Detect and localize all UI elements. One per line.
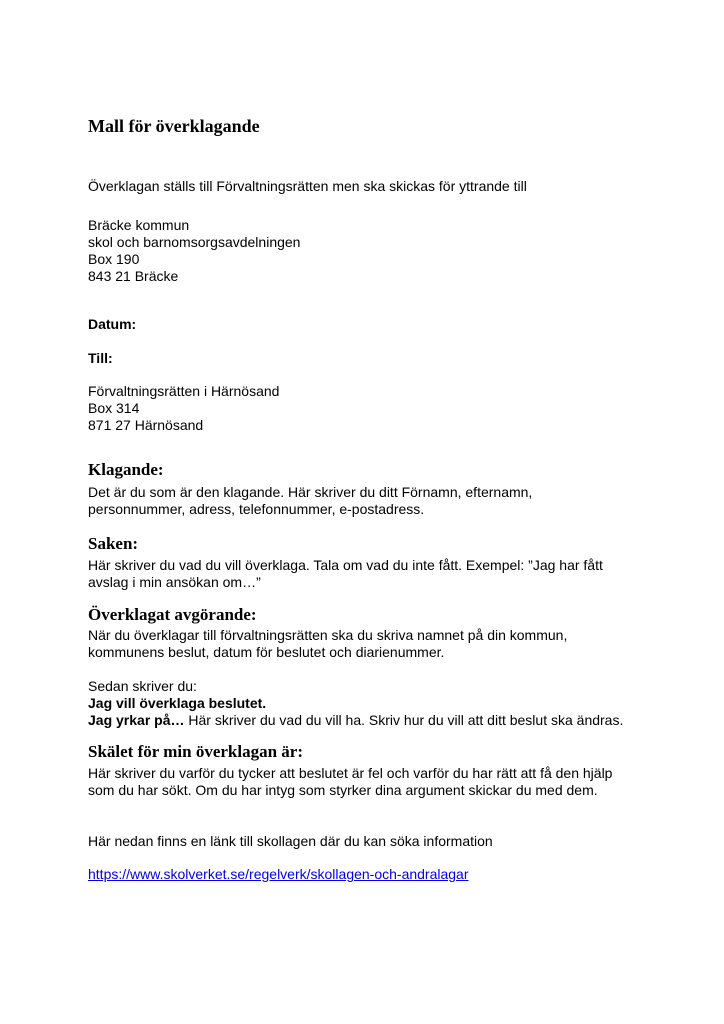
recipient-address-block: [88, 217, 678, 285]
sedan-block: [88, 678, 678, 729]
section-body-klagande: [88, 484, 678, 518]
skollagen-link[interactable]: https://www.skolverket.se/regelverk/skollagen-och-andralagar: [88, 866, 469, 882]
section-saken: [88, 534, 678, 591]
body-line: som du har sökt. Om du har intyg som styrker dina argument skickar du med dem.: [88, 782, 598, 798]
section-body-saken: [88, 557, 678, 591]
address-line: Förvaltningsrätten i Härnösand: [88, 383, 280, 399]
body-line: Det är du som är den klagande. Här skriver du ditt Förnamn, efternamn,: [88, 484, 533, 500]
address-line: 843 21 Bräcke: [88, 268, 179, 284]
section-klagande: [88, 460, 678, 518]
section-body-skalet: [88, 765, 678, 799]
section-body-overklagat: [88, 627, 678, 661]
address-line: 871 27 Härnösand: [88, 417, 204, 433]
sedan-line: Sedan skriver du:: [88, 678, 197, 694]
datum-label: Datum:: [88, 316, 137, 332]
link-intro-paragraph: Här nedan finns en länk till skollagen där du kan söka information: [88, 833, 493, 849]
section-heading-klagande: Klagande:: [88, 460, 164, 479]
address-line: Box 314: [88, 400, 140, 416]
body-line: När du överklagar till förvaltningsrätten ska du skriva namnet på din kommun,: [88, 627, 568, 643]
body-line: personnummer, adress, telefonnummer, e-postadress.: [88, 501, 425, 517]
section-skalet: [88, 742, 678, 799]
address-line: Bräcke kommun: [88, 217, 190, 233]
body-line: kommunens beslut, datum för beslutet och diarienummer.: [88, 644, 445, 660]
section-overklagat: [88, 605, 678, 729]
section-heading-skalet: Skälet för min överklagan är:: [88, 742, 304, 761]
intro-paragraph: Överklagan ställs till Förvaltningsrätten men ska skickas för yttrande till: [88, 178, 527, 194]
court-address-block: [88, 383, 678, 434]
yrkar-line: [88, 712, 678, 729]
address-line: Box 190: [88, 251, 140, 267]
page-title: Mall för överklagande: [88, 116, 260, 136]
link-row: [88, 866, 678, 884]
address-line: skol och barnomsorgsavdelningen: [88, 234, 301, 250]
yrkar-rest-text: Här skriver du vad du vill ha. Skriv hur du vill att ditt beslut ska ändras.: [188, 712, 624, 728]
bold-statement-line: Jag vill överklaga beslutet.: [88, 695, 267, 711]
section-heading-saken: Saken:: [88, 534, 139, 553]
yrkar-bold-text: Jag yrkar på…: [88, 712, 185, 728]
body-line: Här skriver du vad du vill överklaga. Tala om vad du inte fått. Exempel: ”Jag har fått: [88, 557, 603, 573]
till-label: Till:: [88, 350, 113, 366]
body-line: avslag i min ansökan om…”: [88, 574, 261, 590]
body-line: Här skriver du varför du tycker att beslutet är fel och varför du har rätt att få den hjälp: [88, 765, 613, 781]
section-heading-overklagat: Överklagat avgörande:: [88, 605, 257, 624]
